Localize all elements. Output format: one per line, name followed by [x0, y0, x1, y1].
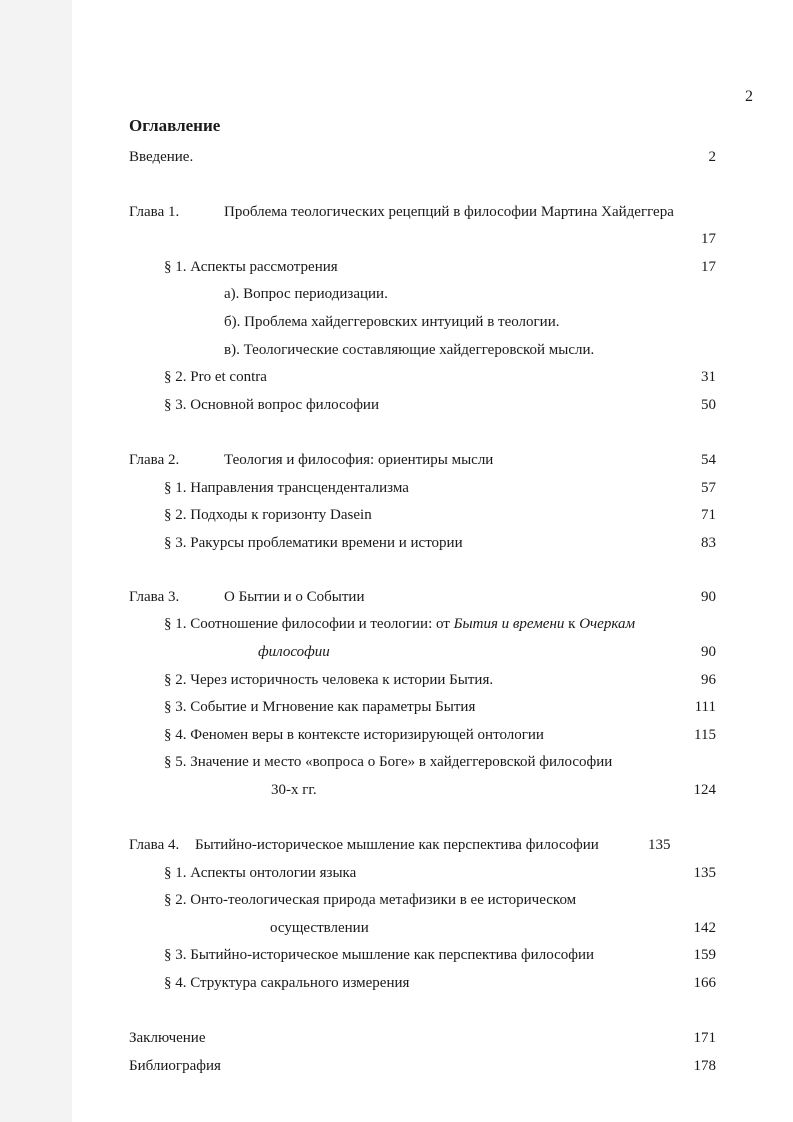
- section-3-1[interactable]: [164, 615, 635, 633]
- chapter-1-title[interactable]: Проблема теологических рецепций в философии Мартина Хайдеггера: [224, 204, 674, 220]
- section-3-1-work-1: Бытия и времени: [453, 616, 565, 632]
- chapter-4-title[interactable]: Бытийно-историческое мышление как перспектива философии: [195, 837, 599, 853]
- section-4-3[interactable]: § 3. Бытийно-историческое мышление как перспектива философии: [164, 947, 595, 963]
- toc-bibliography-page: 178: [693, 1058, 716, 1074]
- section-4-4-page: 166: [693, 975, 716, 991]
- chapter-3-label: Глава 3.: [129, 589, 180, 605]
- subsection-1-1-c[interactable]: в). Теологические составляющие хайдеггеровской мысли.: [224, 342, 595, 358]
- section-2-1[interactable]: § 1. Направления трансцендентализма: [164, 480, 409, 496]
- toc-conclusion-page: 171: [693, 1030, 716, 1046]
- toc-conclusion[interactable]: Заключение: [129, 1030, 206, 1046]
- scan-margin: [0, 0, 72, 1122]
- chapter-3-title[interactable]: О Бытии и о Событии: [224, 589, 365, 605]
- section-4-3-page: 159: [693, 947, 716, 963]
- chapter-1-page: 17: [701, 231, 716, 247]
- toc-intro[interactable]: Введение.: [129, 149, 194, 165]
- section-1-3-page: 50: [701, 397, 716, 413]
- section-1-2[interactable]: § 2. Pro et contra: [164, 369, 267, 385]
- subsection-1-1-a[interactable]: а). Вопрос периодизации.: [224, 286, 388, 302]
- section-3-1-cont: [258, 643, 330, 661]
- section-1-2-page: 31: [701, 369, 716, 385]
- section-1-1[interactable]: § 1. Аспекты рассмотрения: [164, 259, 338, 275]
- section-2-3[interactable]: § 3. Ракурсы проблематики времени и истории: [164, 535, 463, 551]
- chapter-3-page: 90: [701, 589, 716, 605]
- section-2-2-page: 71: [701, 507, 716, 523]
- section-3-2-page: 96: [701, 672, 716, 688]
- section-2-2[interactable]: § 2. Подходы к горизонту Dasein: [164, 507, 372, 523]
- section-3-3[interactable]: § 3. Событие и Мгновение как параметры Бытия: [164, 699, 476, 715]
- section-3-4[interactable]: § 4. Феномен веры в контексте историзирующей онтологии: [164, 727, 544, 743]
- section-4-1-page: 135: [693, 865, 716, 881]
- page-number: 2: [745, 88, 753, 105]
- chapter-1-label: Глава 1.: [129, 204, 180, 220]
- section-3-1-work-2: Очеркам: [579, 616, 636, 632]
- section-3-5-cont: 30-х гг.: [271, 782, 317, 798]
- section-2-3-page: 83: [701, 535, 716, 551]
- chapter-4-label: Глава 4.: [129, 837, 180, 853]
- section-3-5-page: 124: [693, 782, 716, 798]
- subsection-1-1-b[interactable]: б). Проблема хайдеггеровских интуиций в теологии.: [224, 314, 560, 330]
- chapter-4-page: 135: [648, 837, 671, 853]
- section-1-1-page: 17: [701, 259, 716, 275]
- section-2-1-page: 57: [701, 480, 716, 496]
- toc-title: Оглавление: [129, 116, 221, 135]
- toc-intro-page: 2: [708, 149, 716, 165]
- section-3-4-page: 115: [694, 727, 716, 743]
- section-3-5[interactable]: § 5. Значение и место «вопроса о Боге» в хайдеггеровской философии: [164, 754, 613, 770]
- section-3-1-page: 90: [701, 644, 716, 660]
- chapter-2-page: 54: [701, 452, 716, 468]
- section-3-3-page: 111: [694, 699, 716, 715]
- toc-bibliography[interactable]: Библиография: [129, 1058, 221, 1074]
- section-1-3[interactable]: § 3. Основной вопрос философии: [164, 397, 379, 413]
- section-4-2-page: 142: [693, 920, 716, 936]
- section-3-1-cont-text: философии: [258, 644, 330, 660]
- section-3-2[interactable]: § 2. Через историчность человека к истории Бытия.: [164, 672, 494, 688]
- chapter-2-label: Глава 2.: [129, 452, 180, 468]
- section-4-1[interactable]: § 1. Аспекты онтологии языка: [164, 865, 357, 881]
- section-4-2-cont: осуществлении: [270, 920, 369, 936]
- section-3-1-mid: к: [564, 616, 580, 632]
- section-3-1-prefix: § 1. Соотношение философии и теологии: от: [164, 616, 454, 632]
- section-4-4[interactable]: § 4. Структура сакрального измерения: [164, 975, 410, 991]
- section-4-2[interactable]: § 2. Онто-теологическая природа метафизики в ее историческом: [164, 892, 577, 908]
- chapter-2-title[interactable]: Теология и философия: ориентиры мысли: [224, 452, 494, 468]
